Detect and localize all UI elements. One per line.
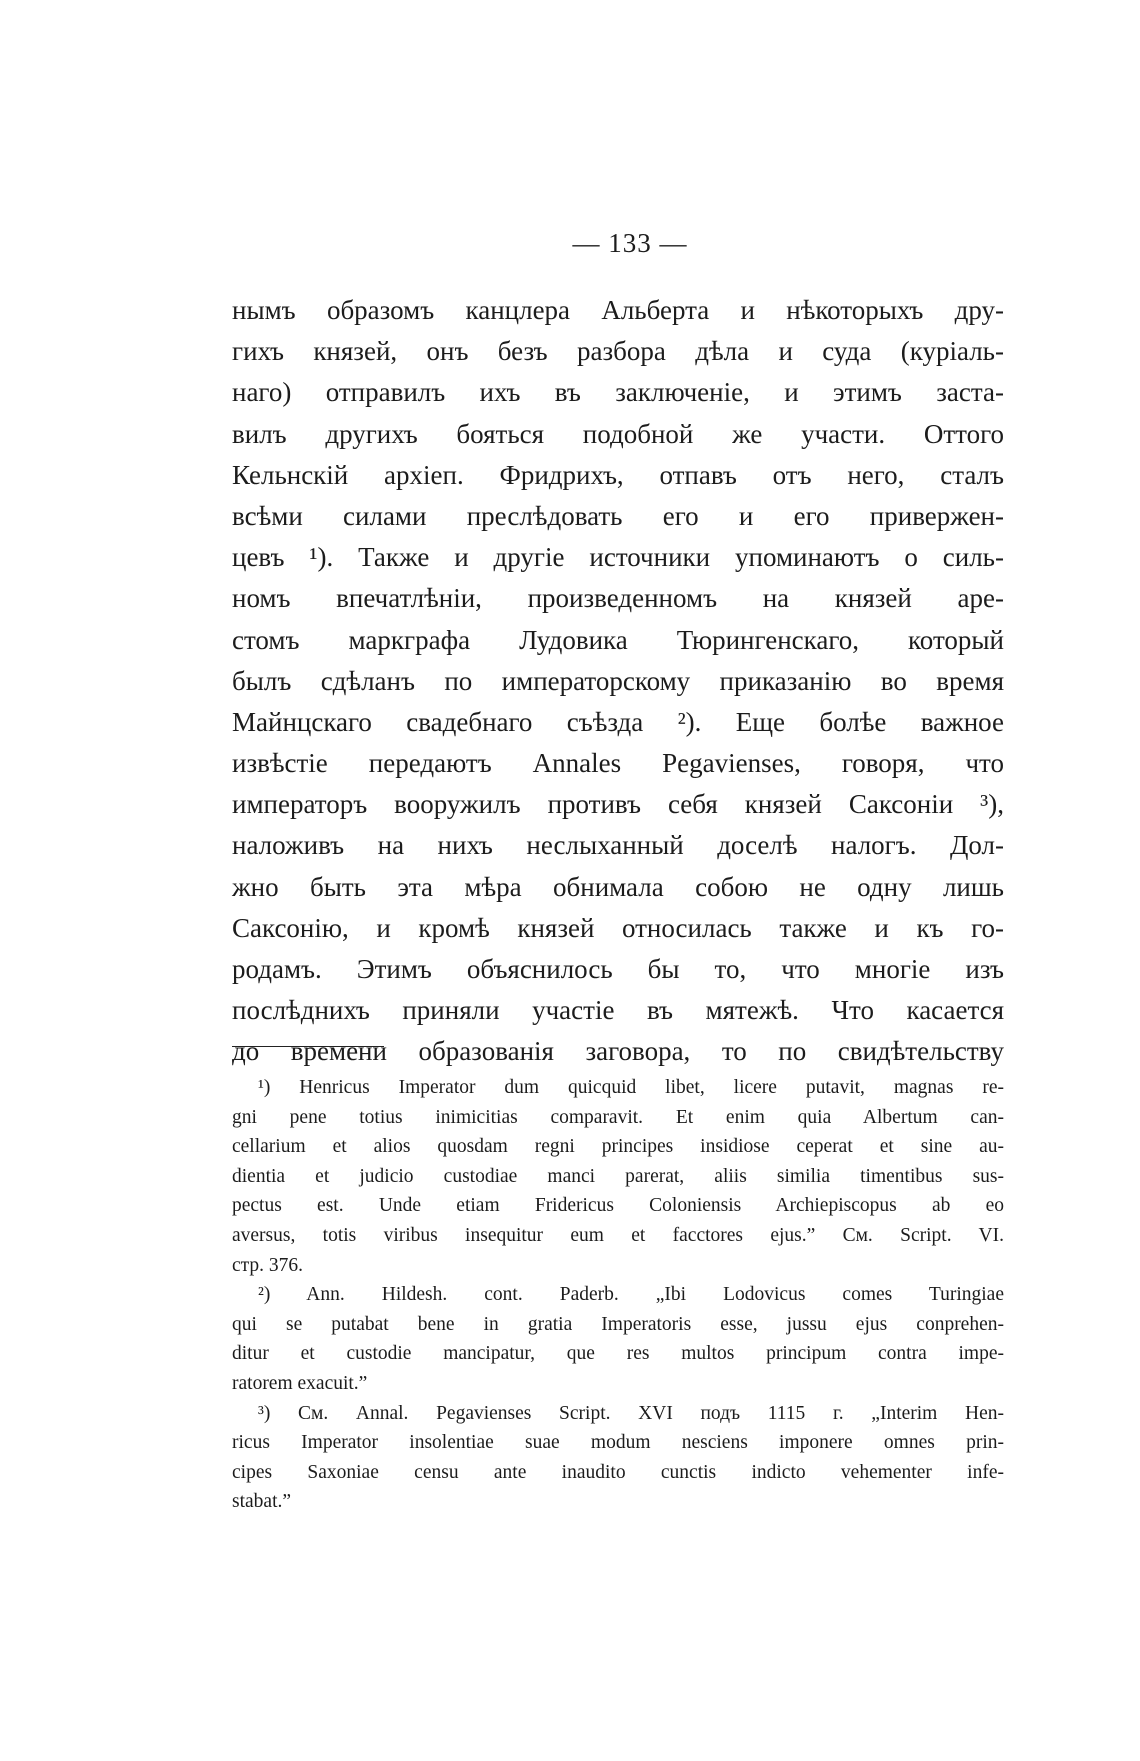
main-text-line: всѣми силами преслѣдовать его и его привержен-	[232, 500, 1004, 531]
footnote-3-line: cipes Saxoniae censu ante inaudito cunctis indicto vehementer infe-	[232, 1461, 1004, 1483]
main-text-line: жно быть эта мѣра обнимала собою не одну лишь	[232, 871, 1004, 902]
footnote-2-line: ²) Ann. Hildesh. cont. Paderb. „Ibi Lodovicus comes Turingiae	[258, 1284, 1004, 1306]
footnote-divider	[232, 1046, 384, 1047]
footnote-2-line: ditur et custodie mancipatur, que res multos principum contra impe-	[232, 1343, 1004, 1365]
footnote-1-line: aversus, totis viribus insequitur eum et facctores ejus.” См. Script. VI.	[232, 1224, 1004, 1246]
main-text-line: стомъ маркграфа Лудовика Тюрингенскаго, который	[232, 624, 1004, 655]
footnotes-block	[232, 1073, 1004, 1517]
footnote-1-line: pectus est. Unde etiam Fridericus Coloniensis Archiepiscopus ab eo	[232, 1195, 1004, 1217]
main-text-line: Саксонію, и кромѣ князей относилась также и къ го-	[232, 912, 1004, 943]
footnote-1-line: стр. 376.	[232, 1254, 304, 1276]
footnote-1-line: gni pene totius inimicitias comparavit. Et enim quia Albertum can-	[232, 1106, 1004, 1128]
main-text-line: гихъ князей, онъ безъ разбора дѣла и суда (куріаль-	[232, 336, 1004, 367]
footnote-3-line: ³) См. Annal. Pegavienses Script. XVI подъ 1115 г. „Interim Hen-	[258, 1402, 1004, 1424]
footnote-1-line: ¹) Henricus Imperator dum quicquid libet, licere putavit, magnas re-	[258, 1077, 1004, 1098]
main-text-block	[232, 290, 1004, 1073]
main-text-line: родамъ. Этимъ объяснилось бы то, что многіе изъ	[232, 954, 1004, 984]
footnote-2-line: ratorem exacuit.”	[232, 1372, 368, 1394]
main-text-line: былъ сдѣланъ по императорскому приказанію во время	[232, 665, 1004, 696]
main-text-line: номъ впечатлѣніи, произведенномъ на князей аре-	[232, 583, 1004, 614]
main-text-line: нымъ образомъ канцлера Альберта и нѣкоторыхъ дру-	[232, 295, 1004, 325]
page-number: — 133 —	[572, 228, 688, 258]
main-text-line: Майнцскаго свадебнаго съѣзда ²). Еще болѣе важное	[232, 706, 1004, 737]
main-text-line: Кельнскій архіеп. Фридрихъ, отпавъ отъ него, сталъ	[232, 459, 1004, 490]
main-text-line: наложивъ на нихъ неслыханный доселѣ налогъ. Дол-	[232, 830, 1004, 861]
footnote-1-line: dientia et judicio custodiae manci parerat, aliis similia timentibus sus-	[232, 1165, 1004, 1187]
main-text-line: вилъ другихъ бояться подобной же участи. Оттого	[232, 418, 1004, 449]
main-text-line: наго) отправилъ ихъ въ заключеніе, и этимъ заста-	[232, 377, 1004, 408]
footnote-2-line: qui se putabat bene in gratia Imperatoris esse, jussu ejus conprehen-	[232, 1313, 1004, 1335]
main-text-line: цевъ ¹). Также и другіе источники упоминаютъ о силь-	[232, 542, 1004, 573]
main-text-line: до времени образованія заговора, то по свидѣтельству	[232, 1036, 1004, 1067]
footnote-1-line: cellarium et alios quosdam regni principes insidiose ceperat et sine au-	[232, 1136, 1004, 1158]
main-text-line: императоръ вооружилъ противъ себя князей Саксоніи ³),	[232, 789, 1004, 820]
main-text-line: послѣднихъ приняли участіе въ мятежѣ. Что касается	[232, 995, 1004, 1026]
footnote-3-line: stabat.”	[232, 1491, 292, 1513]
main-text-line: извѣстіе передаютъ Annales Pegavienses, говоря, что	[232, 748, 1004, 779]
footnote-3-line: ricus Imperator insolentiae suae modum nesciens imponere omnes prin-	[232, 1432, 1004, 1454]
